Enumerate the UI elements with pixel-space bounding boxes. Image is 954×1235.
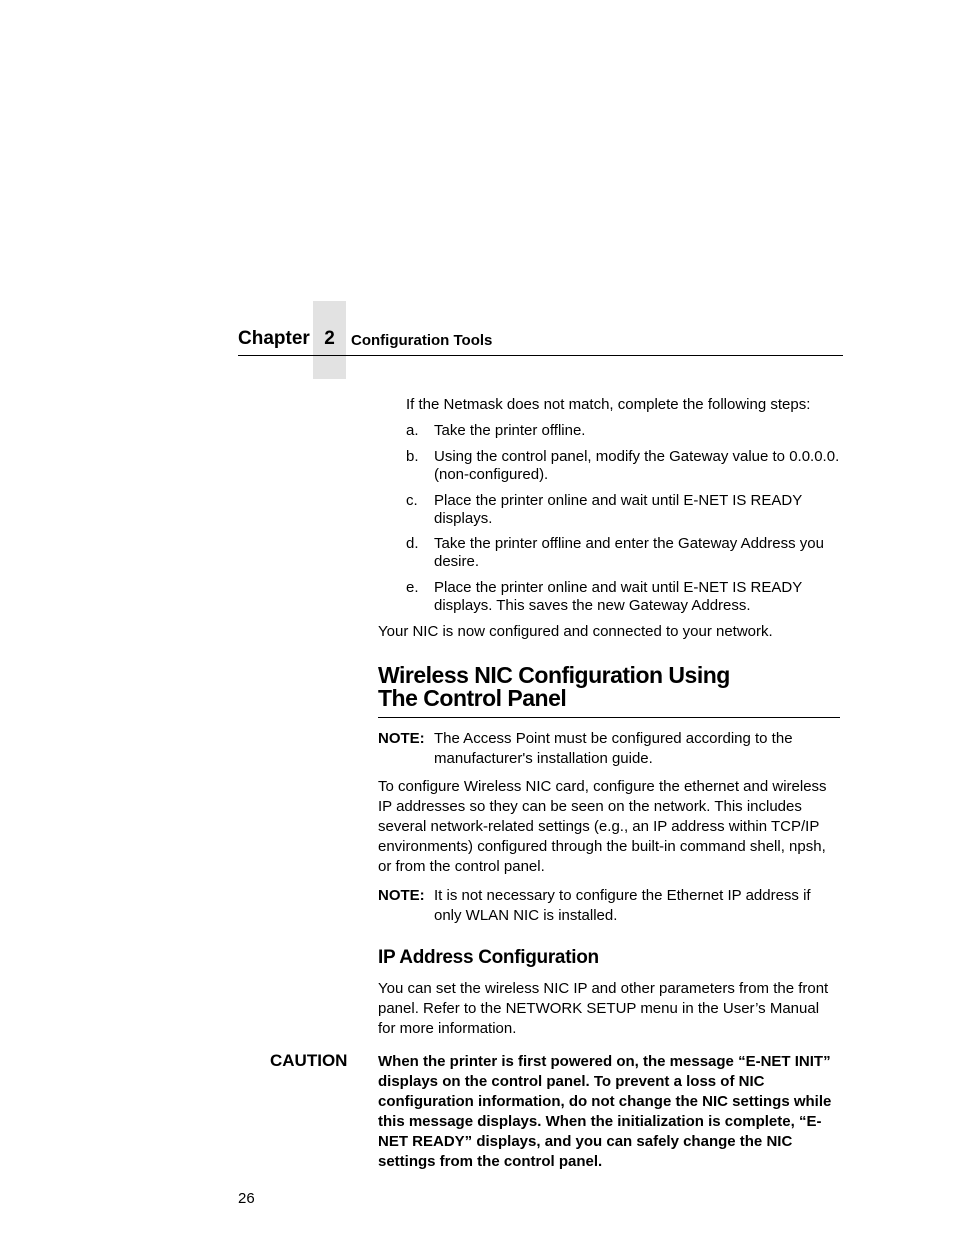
step-text: Place the printer online and wait until E-NET IS READY displays. — [434, 492, 802, 527]
step-label: e. — [406, 579, 419, 596]
step-text: Take the printer offline. — [434, 422, 586, 439]
subsection-paragraph: You can set the wireless NIC IP and other parameters from the front panel. Refer to the NETWORK SETUP menu in the User’s Manual for more information. — [378, 980, 829, 1037]
note-text: It is not necessary to configure the Ethernet IP address if only WLAN NIC is installed. — [434, 887, 811, 924]
note-text: The Access Point must be configured according to the manufacturer's installation guide. — [434, 730, 793, 767]
note-label: NOTE: — [378, 887, 425, 904]
note-label: NOTE: — [378, 730, 425, 747]
section-divider — [378, 717, 840, 718]
chapter-label: Chapter — [238, 328, 310, 349]
step-b — [406, 448, 842, 484]
section-heading — [378, 664, 840, 710]
chapter-number: 2 — [324, 328, 335, 349]
chapter-title: Configuration Tools — [351, 332, 493, 349]
step-e — [406, 579, 842, 615]
caution-text: When the printer is first powered on, the message “E-NET INIT” displays on the control panel. To prevent a loss of NIC configuration information, do not change the NIC settings while this message displays. When the initialization is complete, “E-NET READY” displays, and you can safely change the NIC settings from the control panel. — [378, 1053, 832, 1170]
section-heading-line2: The Control Panel — [378, 685, 567, 711]
page-number: 26 — [238, 1190, 255, 1207]
step-text: Take the printer offline and enter the Gateway Address you desire. — [434, 535, 824, 570]
section-paragraph: To configure Wireless NIC card, configure the ethernet and wireless IP addresses so they can be seen on the network. This includes several network-related settings (e.g., an IP address within TCP/IP environments) configured through the built-in command shell, npsh, or from the control panel. — [378, 778, 827, 875]
step-label: b. — [406, 448, 419, 465]
subsection-heading: IP Address Configuration — [378, 947, 599, 968]
netmask-conclusion: Your NIC is now configured and connected to your network. — [378, 623, 773, 640]
note-ethernet — [378, 886, 840, 926]
note-access-point — [378, 729, 840, 769]
section-heading-line1: Wireless NIC Configuration Using — [378, 662, 730, 688]
step-a — [406, 422, 842, 440]
step-label: a. — [406, 422, 419, 439]
step-text: Using the control panel, modify the Gateway value to 0.0.0.0. (non-configured). — [434, 448, 840, 483]
step-text: Place the printer online and wait until E-NET IS READY displays. This saves the new Gateway Address. — [434, 579, 802, 614]
netmask-intro: If the Netmask does not match, complete the following steps: — [406, 396, 811, 413]
caution-label: CAUTION — [270, 1051, 348, 1070]
step-label: c. — [406, 492, 418, 509]
header-divider — [238, 355, 843, 356]
step-d — [406, 535, 842, 571]
step-label: d. — [406, 535, 419, 552]
step-c — [406, 492, 842, 528]
